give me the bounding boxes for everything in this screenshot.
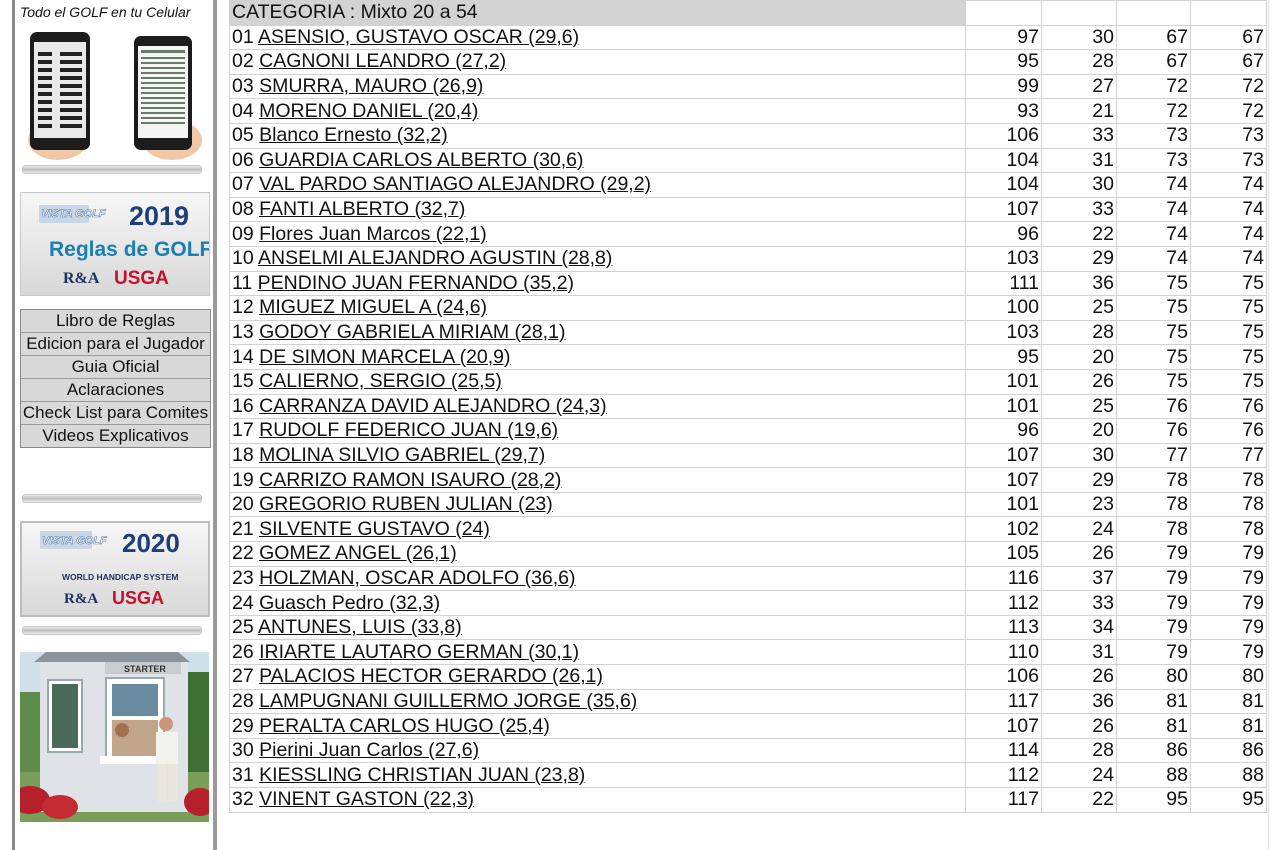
player-cell [230,394,966,419]
position-number: 13 [232,321,254,344]
score-hcp: 26 [1042,369,1117,394]
table-row [230,246,1267,271]
score-gross: 93 [966,99,1042,124]
player-link[interactable]: SILVENTE GUSTAVO (24) [259,517,490,540]
app-tagline: Todo el GOLF en tu Celular [20,4,191,20]
player-link[interactable]: PALACIOS HECTOR GERARDO (26,1) [259,665,603,688]
player-cell [230,788,966,813]
score-final: 78 [1191,517,1267,542]
score-net: 79 [1117,542,1191,567]
score-hcp: 22 [1042,222,1117,247]
score-final: 72 [1191,99,1267,124]
table-row [230,689,1267,714]
score-gross: 107 [966,197,1042,222]
score-hcp: 22 [1042,788,1117,813]
score-gross: 106 [966,123,1042,148]
score-gross: 103 [966,246,1042,271]
player-link[interactable]: CALIERNO, SERGIO (25,5) [259,370,502,393]
score-net: 76 [1117,419,1191,444]
score-final: 75 [1191,369,1267,394]
score-hcp: 20 [1042,419,1117,444]
position-number: 31 [232,763,254,786]
score-hcp: 33 [1042,197,1117,222]
category-header-row [230,1,1267,26]
player-cell [230,74,966,99]
player-cell [230,25,966,50]
score-hcp: 25 [1042,296,1117,321]
sidebar-menu [20,309,211,448]
score-final: 76 [1191,394,1267,419]
score-net: 78 [1117,492,1191,517]
player-cell [230,665,966,690]
table-row [230,738,1267,763]
scrollbar[interactable] [1268,0,1280,850]
score-gross: 100 [966,296,1042,321]
table-row [230,320,1267,345]
position-number: 02 [232,50,254,73]
player-cell [230,738,966,763]
table-row [230,640,1267,665]
banner-year: 2019 [129,201,190,231]
menu-item-check-list[interactable]: Check List para Comites [21,402,210,425]
score-gross: 95 [966,50,1042,75]
table-row [230,763,1267,788]
player-link[interactable]: ANTUNES, LUIS (33,8) [258,616,462,639]
header-cell [1042,1,1117,26]
position-number: 20 [232,493,254,516]
score-net: 78 [1117,517,1191,542]
score-net: 79 [1117,591,1191,616]
ra-logo-text: R&A [63,270,100,287]
score-hcp: 31 [1042,640,1117,665]
score-net: 86 [1117,738,1191,763]
player-cell [230,763,966,788]
table-row [230,542,1267,567]
position-number: 32 [232,788,254,811]
table-row [230,517,1267,542]
table-row [230,369,1267,394]
vista-golf-logo-text: VISTA GOLF [41,208,106,220]
starter-house-photo[interactable] [20,652,209,822]
position-number: 15 [232,370,254,393]
player-cell [230,369,966,394]
position-number: 12 [232,296,254,319]
player-link[interactable]: PERALTA CARLOS HUGO (25,4) [259,714,550,737]
position-number: 29 [232,714,254,737]
score-gross: 101 [966,492,1042,517]
score-net: 73 [1117,148,1191,173]
score-gross: 102 [966,517,1042,542]
score-gross: 110 [966,640,1042,665]
table-row [230,615,1267,640]
score-net: 79 [1117,566,1191,591]
score-gross: 107 [966,468,1042,493]
score-gross: 113 [966,615,1042,640]
table-row [230,50,1267,75]
score-final: 86 [1191,738,1267,763]
player-link[interactable]: GOMEZ ANGEL (26,1) [259,542,457,565]
position-number: 30 [232,739,254,762]
score-gross: 117 [966,689,1042,714]
menu-item-aclaraciones[interactable]: Aclaraciones [21,379,210,402]
score-hcp: 36 [1042,689,1117,714]
score-hcp: 36 [1042,271,1117,296]
left-frame-border [0,0,15,850]
player-cell [230,197,966,222]
score-hcp: 21 [1042,99,1117,124]
table-row [230,148,1267,173]
usga-logo-text: USGA [114,268,169,289]
reglas-2019-artwork [21,193,209,295]
player-cell [230,50,966,75]
score-hcp: 30 [1042,443,1117,468]
score-gross: 101 [966,369,1042,394]
score-net: 80 [1117,665,1191,690]
score-gross: 104 [966,148,1042,173]
player-cell [230,345,966,370]
score-hcp: 28 [1042,50,1117,75]
table-row [230,394,1267,419]
score-final: 81 [1191,714,1267,739]
table-row [230,665,1267,690]
position-number: 28 [232,689,254,712]
score-hcp: 20 [1042,345,1117,370]
table-row [230,123,1267,148]
player-cell [230,714,966,739]
reglas-2019-banner[interactable] [20,192,210,296]
player-link[interactable]: SMURRA, MAURO (26,9) [259,75,484,98]
player-link[interactable]: ANSELMI ALEJANDRO AGUSTIN (28,8) [258,247,613,270]
player-cell [230,566,966,591]
table-row [230,271,1267,296]
sidebar-separator [22,494,202,503]
player-cell [230,468,966,493]
sidebar-divider [213,0,217,850]
score-hcp: 29 [1042,246,1117,271]
player-link[interactable]: GREGORIO RUBEN JULIAN (23) [259,493,553,516]
score-final: 75 [1191,271,1267,296]
score-final: 79 [1191,591,1267,616]
score-final: 77 [1191,443,1267,468]
score-net: 78 [1117,468,1191,493]
position-number: 04 [232,99,254,122]
position-number: 14 [232,345,254,368]
score-final: 76 [1191,419,1267,444]
score-gross: 96 [966,419,1042,444]
table-row [230,419,1267,444]
menu-item-edicion-jugador[interactable]: Edicion para el Jugador [21,333,210,356]
score-net: 75 [1117,271,1191,296]
score-gross: 107 [966,714,1042,739]
score-final: 88 [1191,763,1267,788]
position-number: 26 [232,640,254,663]
position-number: 01 [232,25,254,48]
position-number: 16 [232,394,254,417]
score-net: 75 [1117,296,1191,321]
player-cell [230,173,966,198]
score-hcp: 26 [1042,714,1117,739]
score-final: 78 [1191,492,1267,517]
score-final: 67 [1191,50,1267,75]
score-hcp: 28 [1042,738,1117,763]
position-number: 19 [232,468,254,491]
score-final: 79 [1191,566,1267,591]
player-cell [230,492,966,517]
position-number: 23 [232,566,254,589]
header-cell [1117,1,1191,26]
position-number: 18 [232,443,254,466]
table-row [230,566,1267,591]
table-row [230,591,1267,616]
player-link[interactable]: Pierini Juan Carlos (27,6) [259,739,480,762]
score-hcp: 25 [1042,394,1117,419]
score-hcp: 30 [1042,25,1117,50]
score-hcp: 26 [1042,542,1117,567]
player-link[interactable]: ASENSIO, GUSTAVO OSCAR (29,6) [258,25,580,48]
player-cell [230,246,966,271]
score-final: 95 [1191,788,1267,813]
player-link[interactable]: FANTI ALBERTO (32,7) [259,198,466,221]
score-net: 75 [1117,369,1191,394]
score-net: 67 [1117,50,1191,75]
table-row [230,99,1267,124]
score-net: 77 [1117,443,1191,468]
player-cell [230,443,966,468]
header-cell [1191,1,1267,26]
menu-item-videos[interactable]: Videos Explicativos [21,425,210,447]
category-title: CATEGORIA : Mixto 20 a 54 [230,1,966,26]
score-final: 79 [1191,615,1267,640]
handicap-2020-banner[interactable] [20,521,210,617]
score-final: 67 [1191,25,1267,50]
position-number: 09 [232,222,254,245]
table-row [230,25,1267,50]
player-link[interactable]: GODOY GABRIELA MIRIAM (28,1) [259,321,566,344]
score-gross: 95 [966,345,1042,370]
player-cell [230,148,966,173]
score-net: 75 [1117,320,1191,345]
player-link[interactable]: VAL PARDO SANTIAGO ALEJANDRO (29,2) [259,173,652,196]
score-net: 74 [1117,197,1191,222]
score-gross: 104 [966,173,1042,198]
score-gross: 96 [966,222,1042,247]
score-net: 76 [1117,394,1191,419]
player-link[interactable]: HOLZMAN, OSCAR ADOLFO (36,6) [259,566,576,589]
mobile-app-ad[interactable] [20,28,210,160]
player-link[interactable]: GUARDIA CARLOS ALBERTO (30,6) [259,148,584,171]
score-net: 79 [1117,640,1191,665]
player-link[interactable]: DE SIMON MARCELA (20,9) [259,345,511,368]
player-link[interactable]: Guasch Pedro (32,3) [259,591,441,614]
player-cell [230,296,966,321]
position-number: 05 [232,124,254,147]
score-net: 88 [1117,763,1191,788]
score-final: 73 [1191,148,1267,173]
vista-golf-logo-text: VISTA GOLF [42,535,107,547]
player-link[interactable]: Blanco Ernesto (32,2) [259,124,448,147]
score-final: 74 [1191,222,1267,247]
position-number: 06 [232,148,254,171]
player-cell [230,517,966,542]
ra-logo-text: R&A [64,591,99,607]
position-number: 27 [232,665,254,688]
score-hcp: 30 [1042,173,1117,198]
player-link[interactable]: IRIARTE LAUTARO GERMAN (30,1) [259,640,580,663]
banner-year: 2020 [122,528,180,558]
score-gross: 99 [966,74,1042,99]
table-row [230,468,1267,493]
table-row [230,173,1267,198]
score-net: 73 [1117,123,1191,148]
table-row [230,222,1267,247]
score-net: 81 [1117,689,1191,714]
score-gross: 101 [966,394,1042,419]
position-number: 21 [232,517,254,540]
score-final: 75 [1191,345,1267,370]
player-link[interactable]: VINENT GASTON (22,3) [259,788,475,811]
player-link[interactable]: PENDINO JUAN FERNANDO (35,2) [257,271,575,294]
table-row [230,714,1267,739]
position-number: 07 [232,173,254,196]
score-hcp: 29 [1042,468,1117,493]
score-net: 74 [1117,246,1191,271]
sidebar-separator [22,165,202,174]
player-cell [230,689,966,714]
score-hcp: 31 [1042,148,1117,173]
player-link[interactable]: MIGUEZ MIGUEL A (24,6) [259,296,488,319]
menu-item-guia-oficial[interactable]: Guia Oficial [21,356,210,379]
player-cell [230,615,966,640]
player-link[interactable]: CARRANZA DAVID ALEJANDRO (24,3) [259,394,607,417]
score-gross: 97 [966,25,1042,50]
starter-house-image [20,652,209,822]
score-net: 72 [1117,99,1191,124]
score-net: 72 [1117,74,1191,99]
score-hcp: 24 [1042,517,1117,542]
usga-logo-text: USGA [112,588,165,608]
position-number: 10 [232,247,254,270]
score-final: 72 [1191,74,1267,99]
table-row [230,788,1267,813]
score-final: 74 [1191,246,1267,271]
position-number: 25 [232,616,254,639]
score-net: 95 [1117,788,1191,813]
score-gross: 111 [966,271,1042,296]
score-gross: 106 [966,665,1042,690]
position-number: 08 [232,198,254,221]
player-cell [230,419,966,444]
score-final: 79 [1191,640,1267,665]
player-cell [230,542,966,567]
banner-subtitle: WORLD HANDICAP SYSTEM [62,572,179,582]
score-final: 73 [1191,123,1267,148]
starter-sign-text: STARTER [124,664,166,674]
table-row [230,296,1267,321]
handicap-2020-artwork [22,523,208,615]
player-link[interactable]: Flores Juan Marcos (22,1) [259,222,487,245]
score-hcp: 24 [1042,763,1117,788]
score-gross: 103 [966,320,1042,345]
table-row [230,74,1267,99]
score-hcp: 26 [1042,665,1117,690]
player-link[interactable]: MOLINA SILVIO GABRIEL (29,7) [259,443,546,466]
player-link[interactable]: CAGNONI LEANDRO (27,2) [259,50,507,73]
phones-illustration [20,28,210,160]
score-final: 75 [1191,320,1267,345]
score-hcp: 34 [1042,615,1117,640]
score-net: 79 [1117,615,1191,640]
player-link[interactable]: CARRIZO RAMON ISAURO (28,2) [259,468,562,491]
score-net: 81 [1117,714,1191,739]
score-final: 75 [1191,296,1267,321]
menu-item-libro-de-reglas[interactable]: Libro de Reglas [21,310,210,333]
score-hcp: 28 [1042,320,1117,345]
sidebar-separator [22,626,202,635]
score-gross: 114 [966,738,1042,763]
score-hcp: 33 [1042,591,1117,616]
score-hcp: 23 [1042,492,1117,517]
score-final: 74 [1191,197,1267,222]
position-number: 24 [232,591,254,614]
position-number: 03 [232,75,254,98]
player-cell [230,271,966,296]
player-link[interactable]: MORENO DANIEL (20,4) [259,99,479,122]
player-cell [230,640,966,665]
results-panel [229,0,1266,813]
player-cell [230,222,966,247]
player-cell [230,320,966,345]
score-gross: 105 [966,542,1042,567]
position-number: 17 [232,419,254,442]
score-hcp: 37 [1042,566,1117,591]
score-net: 74 [1117,222,1191,247]
score-hcp: 33 [1042,123,1117,148]
score-gross: 116 [966,566,1042,591]
table-row [230,443,1267,468]
score-net: 75 [1117,345,1191,370]
player-cell [230,591,966,616]
score-net: 74 [1117,173,1191,198]
player-link[interactable]: LAMPUGNANI GUILLERMO JORGE (35,6) [259,689,638,712]
table-row [230,492,1267,517]
score-hcp: 27 [1042,74,1117,99]
score-final: 81 [1191,689,1267,714]
position-number: 11 [232,271,253,294]
player-link[interactable]: KIESSLING CHRISTIAN JUAN (23,8) [259,763,586,786]
score-gross: 117 [966,788,1042,813]
player-cell [230,123,966,148]
banner-title: Reglas de GOLF [49,238,209,261]
header-cell [966,1,1042,26]
player-link[interactable]: RUDOLF FEDERICO JUAN (19,6) [259,419,559,442]
table-row [230,197,1267,222]
player-cell [230,99,966,124]
score-gross: 112 [966,591,1042,616]
score-final: 79 [1191,542,1267,567]
score-gross: 112 [966,763,1042,788]
score-gross: 107 [966,443,1042,468]
score-net: 67 [1117,25,1191,50]
table-row [230,345,1267,370]
score-final: 80 [1191,665,1267,690]
score-final: 74 [1191,173,1267,198]
results-table [229,0,1267,813]
score-final: 78 [1191,468,1267,493]
position-number: 22 [232,542,254,565]
